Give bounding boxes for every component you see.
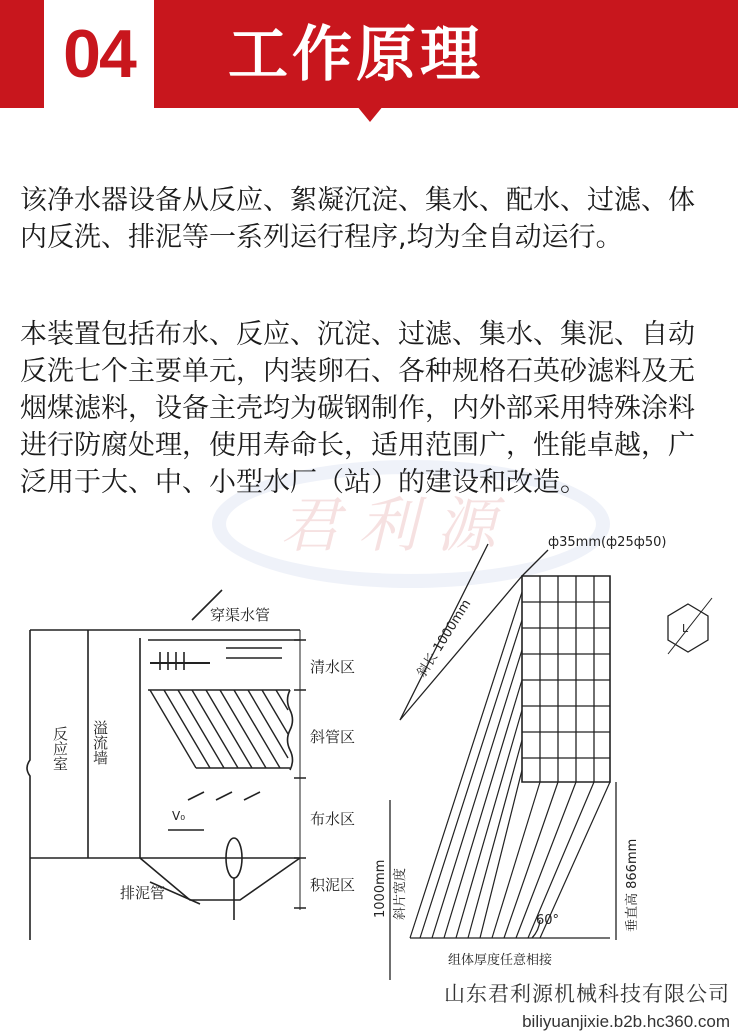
section-header	[0, 0, 738, 108]
hex-honeycomb	[522, 576, 610, 782]
trough-slots	[160, 652, 184, 670]
watermark-text: 君利源	[280, 491, 514, 561]
angle-label: 60°	[536, 913, 560, 928]
description-paragraph-1: 该净水器设备从反应、絮凝沉淀、集水、配水、过滤、体内反洗、排泥等一系列运行程序,均为全自动运行。	[20, 185, 695, 253]
vertical-height-label: 垂直高 866mm	[625, 838, 640, 932]
company-url: biliyuanjixie.b2b.hc360.com	[522, 1012, 730, 1031]
tank-left-wall	[27, 630, 30, 940]
hex-cross-section-icon	[668, 598, 712, 654]
flow-arrows	[188, 792, 260, 800]
pipe-label: 穿渠水管	[210, 606, 271, 624]
spec-leader-line	[522, 550, 548, 576]
velocity-label: V₀	[172, 809, 186, 823]
zone-distribution: 布水区	[310, 810, 356, 828]
reaction-chamber-label: 反应室	[51, 726, 69, 771]
zone-sludge: 积泥区	[310, 876, 356, 894]
inclined-tubes	[150, 690, 288, 768]
header-pointer-icon	[352, 100, 388, 122]
collector-trough	[226, 648, 282, 658]
width-label: 1000mm	[373, 859, 388, 918]
hex-label: L	[682, 622, 689, 635]
zone-inclined-tube: 斜管区	[310, 728, 356, 746]
slant-length-label: 斜长 1000mm	[414, 597, 475, 681]
width-desc-label: 斜片宽度	[393, 867, 408, 920]
module-labels	[373, 535, 689, 968]
company-name: 山东君利源机械科技有限公司	[444, 983, 730, 1006]
section-title: 工作原理	[228, 20, 484, 90]
bottom-label: 组体厚度任意相接	[448, 953, 553, 968]
tube-spec-label: ф35mm(ф25ф50)	[548, 535, 667, 550]
description-paragraph-2: 本装置包括布水、反应、沉淀、过滤、集水、集泥、自动反洗七个主要单元，内装卵石、各种规格石英砂滤料及无烟煤滤料，设备主壳均为碳钢制作，内外部采用特殊涂料进行防腐处理，使用寿命长，适用范围广，性能卓越，广泛用于大、中、小型水厂（站）的建设和改造。	[20, 319, 695, 498]
section-number: 04	[44, 0, 154, 108]
tube-right-break	[288, 690, 293, 770]
sludge-pipe-label: 排泥管	[120, 884, 166, 902]
working-principle-diagram	[0, 520, 738, 980]
overflow-wall-label: 溢流墙	[91, 720, 109, 765]
zone-clear-water: 清水区	[310, 658, 356, 676]
